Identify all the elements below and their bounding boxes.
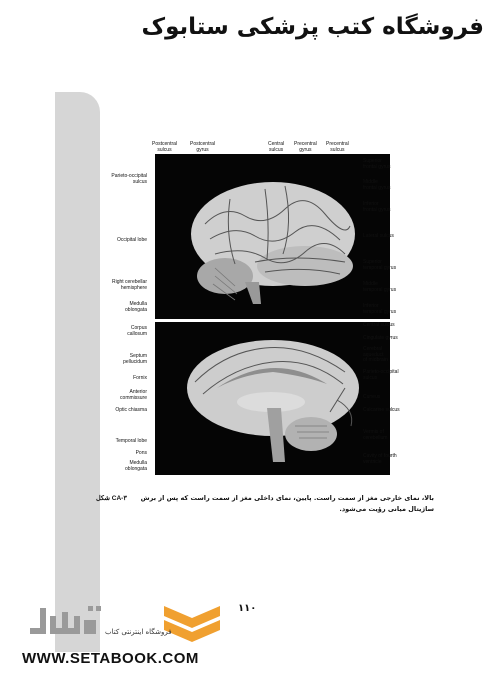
label-middle-frontal-gyrus: Middle frontal gyrus xyxy=(363,179,391,191)
label-occipital-lobe: Occipital lobe xyxy=(116,237,147,243)
label-septum-pellucidum: Septum pellucidum xyxy=(123,353,147,365)
label-temporal-lobe: Temporal lobe xyxy=(115,438,147,444)
label-vermis-of-cerebellum: Vermis of cerebellum xyxy=(363,429,388,441)
label-inferior-temporal-gyrus: Inferior temporal gyrus xyxy=(363,303,397,315)
logo-subtitle: فروشگاه اینترنتی کتاب xyxy=(105,628,172,636)
label-central-sulcus-medial: Central sulcus xyxy=(363,322,395,328)
label-postcentral-gyrus: Postcentral gyrus xyxy=(190,141,216,153)
label-cingulate-gyrus: Cingulate gyrus xyxy=(363,335,398,341)
store-title: فروشگاه کتب پزشکی ستابوک xyxy=(141,14,484,40)
label-central-sulcus: Central sulcus xyxy=(268,141,285,153)
figure-number: شکل CA-۳ xyxy=(96,495,127,502)
label-right-cerebellar-hemisphere: Right cerebellar hemisphere xyxy=(111,279,147,291)
label-medulla-oblongata-bottom: Medulla oblongata xyxy=(125,460,147,472)
label-inferior-frontal-gyrus: Inferior frontal gyrus xyxy=(363,201,391,213)
label-anterior-commissure: Anterior commissure xyxy=(120,389,147,401)
label-pons: Pons xyxy=(135,450,147,456)
label-middle-temporal-gyrus: Middle temporal gyrus xyxy=(363,281,397,293)
label-lateral-sulcus: Lateral sulcus xyxy=(363,233,394,239)
medial-brain-image xyxy=(155,322,390,475)
label-parieto-occipital-sulcus: Parieto-occipital sulcus xyxy=(111,173,147,185)
label-fornix: Fornix xyxy=(133,375,147,381)
figure-caption xyxy=(96,493,434,515)
label-corpus-callosum: Corpus callosum xyxy=(127,325,147,337)
header-banner xyxy=(0,0,500,70)
caption-text: بالا، نمای خارجی مغز از سمت راست. پایین، نمای داخلی مغز از سمت راست که پس از برش ساژیتال میانی رؤیت می‌شود. xyxy=(140,494,434,513)
brain-figure xyxy=(100,140,445,475)
label-optic-chiasma: Optic chiasma xyxy=(115,407,147,413)
label-parieto-occipital-sulcus-medial: Parieto-occipital sulcus xyxy=(363,369,399,381)
lateral-brain-image xyxy=(155,154,390,319)
label-superior-frontal-gyrus: Superior frontal gyrus xyxy=(363,158,391,170)
setabook-logo xyxy=(30,598,220,646)
label-postcentral-sulcus: Postcentral sulcus xyxy=(152,141,178,153)
page-number: ۱۱۰ xyxy=(238,603,257,614)
label-cavity-fourth-ventricle: Cavity of fourth ventricle xyxy=(363,453,397,465)
label-precentral-gyrus: Precentral gyrus xyxy=(294,141,317,153)
label-cuneus: Cuneus xyxy=(363,394,381,400)
website-url[interactable]: WWW.SETABOOK.COM xyxy=(22,650,199,667)
page-side-tab xyxy=(55,92,100,652)
label-cerebral-aqueduct: Cerebral aqueduct of midbrain xyxy=(363,346,388,364)
label-calcarine-sulcus: Calcarine sulcus xyxy=(363,407,400,413)
label-medulla-oblongata-top: Medulla oblongata xyxy=(125,301,147,313)
label-superior-temporal-gyrus: Superior temporal gyrus xyxy=(363,259,397,271)
label-precentral-sulcus: Precentral sulcus xyxy=(326,141,349,153)
